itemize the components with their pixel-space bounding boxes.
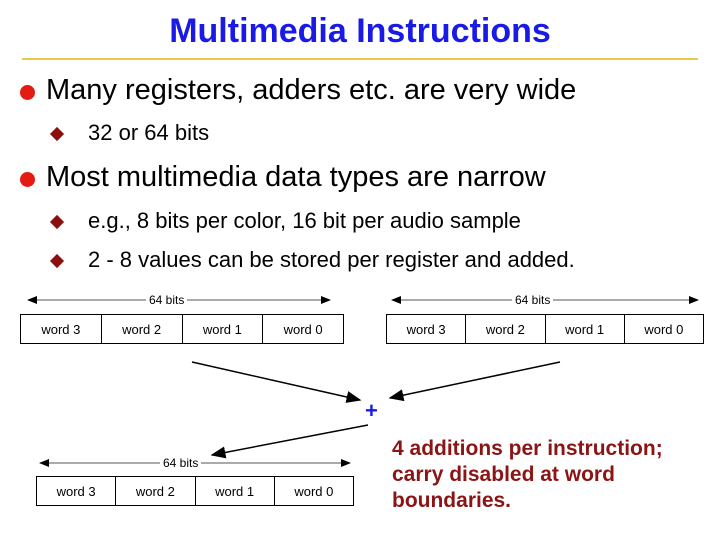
- bits-label: 64 bits: [512, 293, 553, 307]
- sub-bullet-2-1: e.g., 8 bits per color, 16 bit per audio sample: [88, 208, 521, 233]
- register-result: [36, 476, 354, 506]
- add-operator: +: [365, 398, 378, 423]
- additions-note: 4 additions per instruction; carry disabled at word boundaries.: [392, 437, 663, 512]
- register-b-word-1: word 1: [546, 315, 625, 343]
- result-word-3: word 3: [37, 477, 116, 505]
- result-word-1: word 1: [196, 477, 275, 505]
- register-a-word-3: word 3: [21, 315, 102, 343]
- register-a: [20, 314, 344, 344]
- sub-bullet-2-2: 2 - 8 values can be stored per register and added.: [88, 247, 575, 272]
- register-a-word-2: word 2: [102, 315, 183, 343]
- register-a-word-0: word 0: [283, 321, 323, 337]
- result-word-2: word 2: [116, 477, 195, 505]
- result-word-0: word 0: [294, 483, 334, 499]
- arrow-left-to-plus: [192, 362, 360, 400]
- arrow-plus-to-result: [212, 425, 368, 455]
- register-a-word-1: word 1: [183, 315, 264, 343]
- arrow-right-to-plus: [390, 362, 560, 398]
- bullet-1-text: Many registers, adders etc. are very wide: [46, 74, 577, 106]
- register-b-word-2: word 2: [466, 315, 545, 343]
- register-b-word-3: word 3: [387, 315, 466, 343]
- bits-label: 64 bits: [146, 293, 187, 307]
- bullet-2-text: Most multimedia data types are narrow: [46, 161, 546, 193]
- slide-title: Multimedia Instructions: [169, 12, 551, 50]
- bits-label: 64 bits: [160, 456, 201, 470]
- register-b-word-0: word 0: [644, 321, 684, 337]
- register-b: [386, 314, 704, 344]
- sub-bullet-1-1: 32 or 64 bits: [88, 120, 210, 145]
